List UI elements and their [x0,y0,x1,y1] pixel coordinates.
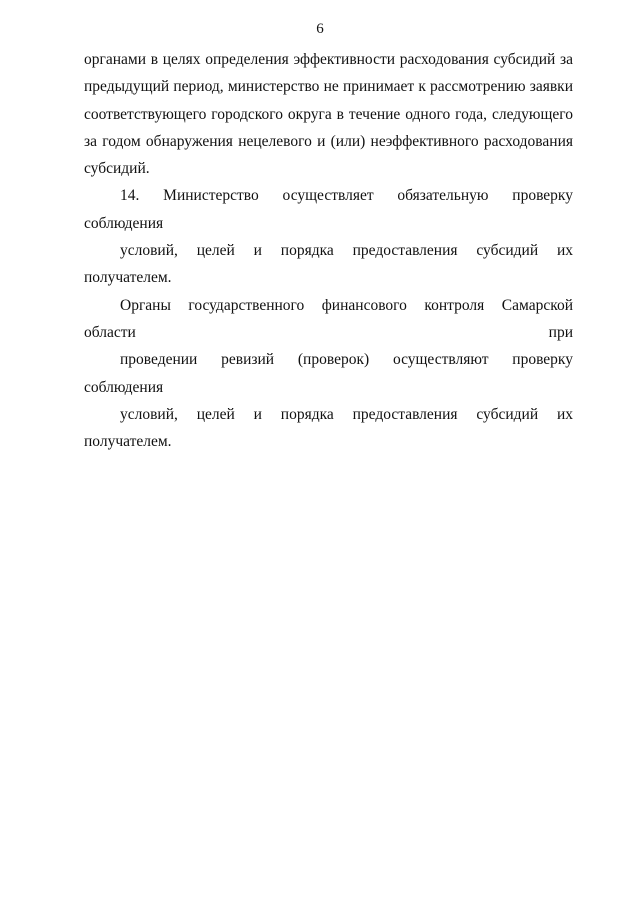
page-number: 6 [316,21,324,37]
text-line: условий, целей и порядка предоставления субсидий их получателем. [84,405,573,451]
text-line: условий, целей и порядка предоставления субсидий их получателем. [84,242,573,287]
text-line: 14. Министерство осуществляет обязательную проверку соблюдения [84,187,573,232]
text-line: предыдущий период, министерство не принимает к рассмотрению заявки [84,78,573,96]
text-line: соответствующего городского округа в течение одного года, следующего [84,105,573,123]
text-line: Органы государственного финансового контроля Самарской области при [84,296,573,341]
paragraph-14 [84,182,573,455]
paragraph-continuation [84,46,573,182]
text-line: за годом обнаружения нецелевого и (или) неэффективного расходования [84,132,573,150]
text-line: субсидий. [84,160,150,178]
text-line: органами в целях определения эффективности расходования субсидий за [84,51,573,68]
text-line: проведении ревизий (проверок) осуществляют проверку соблюдения [84,351,573,396]
document-body [84,46,573,455]
